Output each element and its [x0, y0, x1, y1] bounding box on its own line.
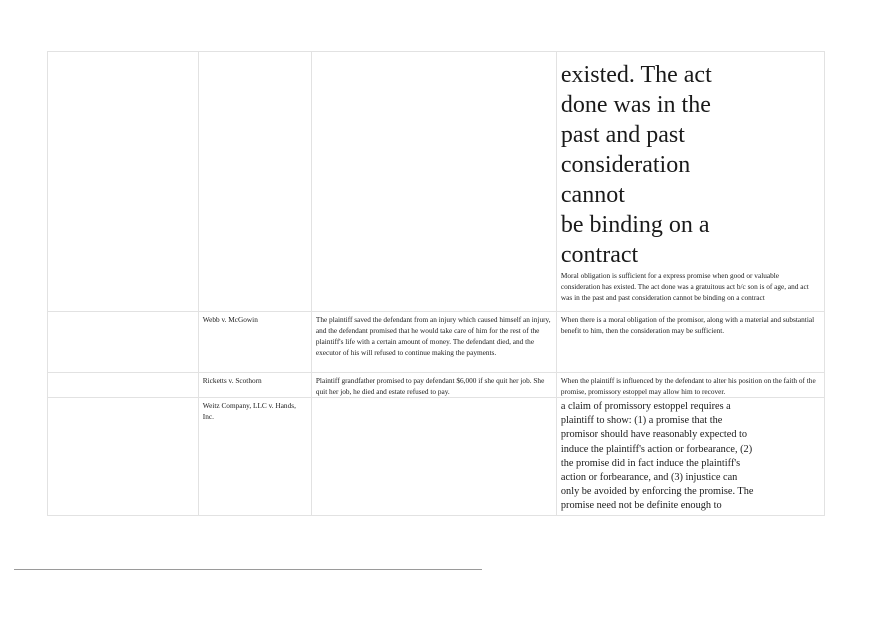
empty-cell [48, 312, 199, 373]
case-name-cell [198, 52, 311, 312]
rule-small-text: Moral obligation is sufficient for a express promise when good or valuable consideration has existed. The act done was a gratuitous act b/c son is of age, and act was in the past and past consideration cannot be binding on a contract [560, 271, 809, 302]
rule-cell: When the plaintiff is influenced by the defendant to alter his position on the faith of the promise, promissory estoppel may allow him to recover. [556, 373, 824, 398]
table-row [48, 312, 825, 373]
case-name-cell: Webb v. McGowin [198, 312, 311, 373]
empty-cell [48, 52, 199, 312]
rule-cell [556, 398, 824, 516]
case-name-cell: Ricketts v. Scothorn [198, 373, 311, 398]
facts-cell [311, 398, 556, 516]
rule-cell: When there is a moral obligation of the promisor, along with a material and substantial benefit to him, then the consideration may be sufficient. [556, 312, 824, 373]
rule-large-text: existed. The act done was in the past and past consideration cannot be binding on a contract [560, 62, 712, 268]
case-table [47, 51, 825, 516]
rule-mid-text: a claim of promissory estoppel requires a plaintiff to show: (1) a promise that the promisor should have reasonably expected to induce the plaintiff's action or forbearance, (2) the promise did in fact induce the plaintiff's action or forbearance, and (3) injustice can only be avoided by enforcing the promise. The promise need not be definite enough to [560, 401, 754, 512]
footnote-divider [14, 569, 482, 570]
empty-cell [48, 373, 199, 398]
table-row [48, 398, 825, 516]
table-row [48, 52, 825, 312]
facts-cell [311, 52, 556, 312]
empty-cell [48, 398, 199, 516]
table-row [48, 373, 825, 398]
case-name-cell: Weitz Company, LLC v. Hands, Inc. [198, 398, 311, 516]
rule-cell [556, 52, 824, 312]
facts-cell: The plaintiff saved the defendant from an injury which caused himself an injury, and the defendant promised that he would take care of him for the rest of the plaintiff's life with a certain amount of money. The defendant died, and the executor of his will refused to continue making the payments. [311, 312, 556, 373]
facts-cell: Plaintiff grandfather promised to pay defendant $6,000 if she quit her job. She quit her job, he died and estate refused to pay. [311, 373, 556, 398]
